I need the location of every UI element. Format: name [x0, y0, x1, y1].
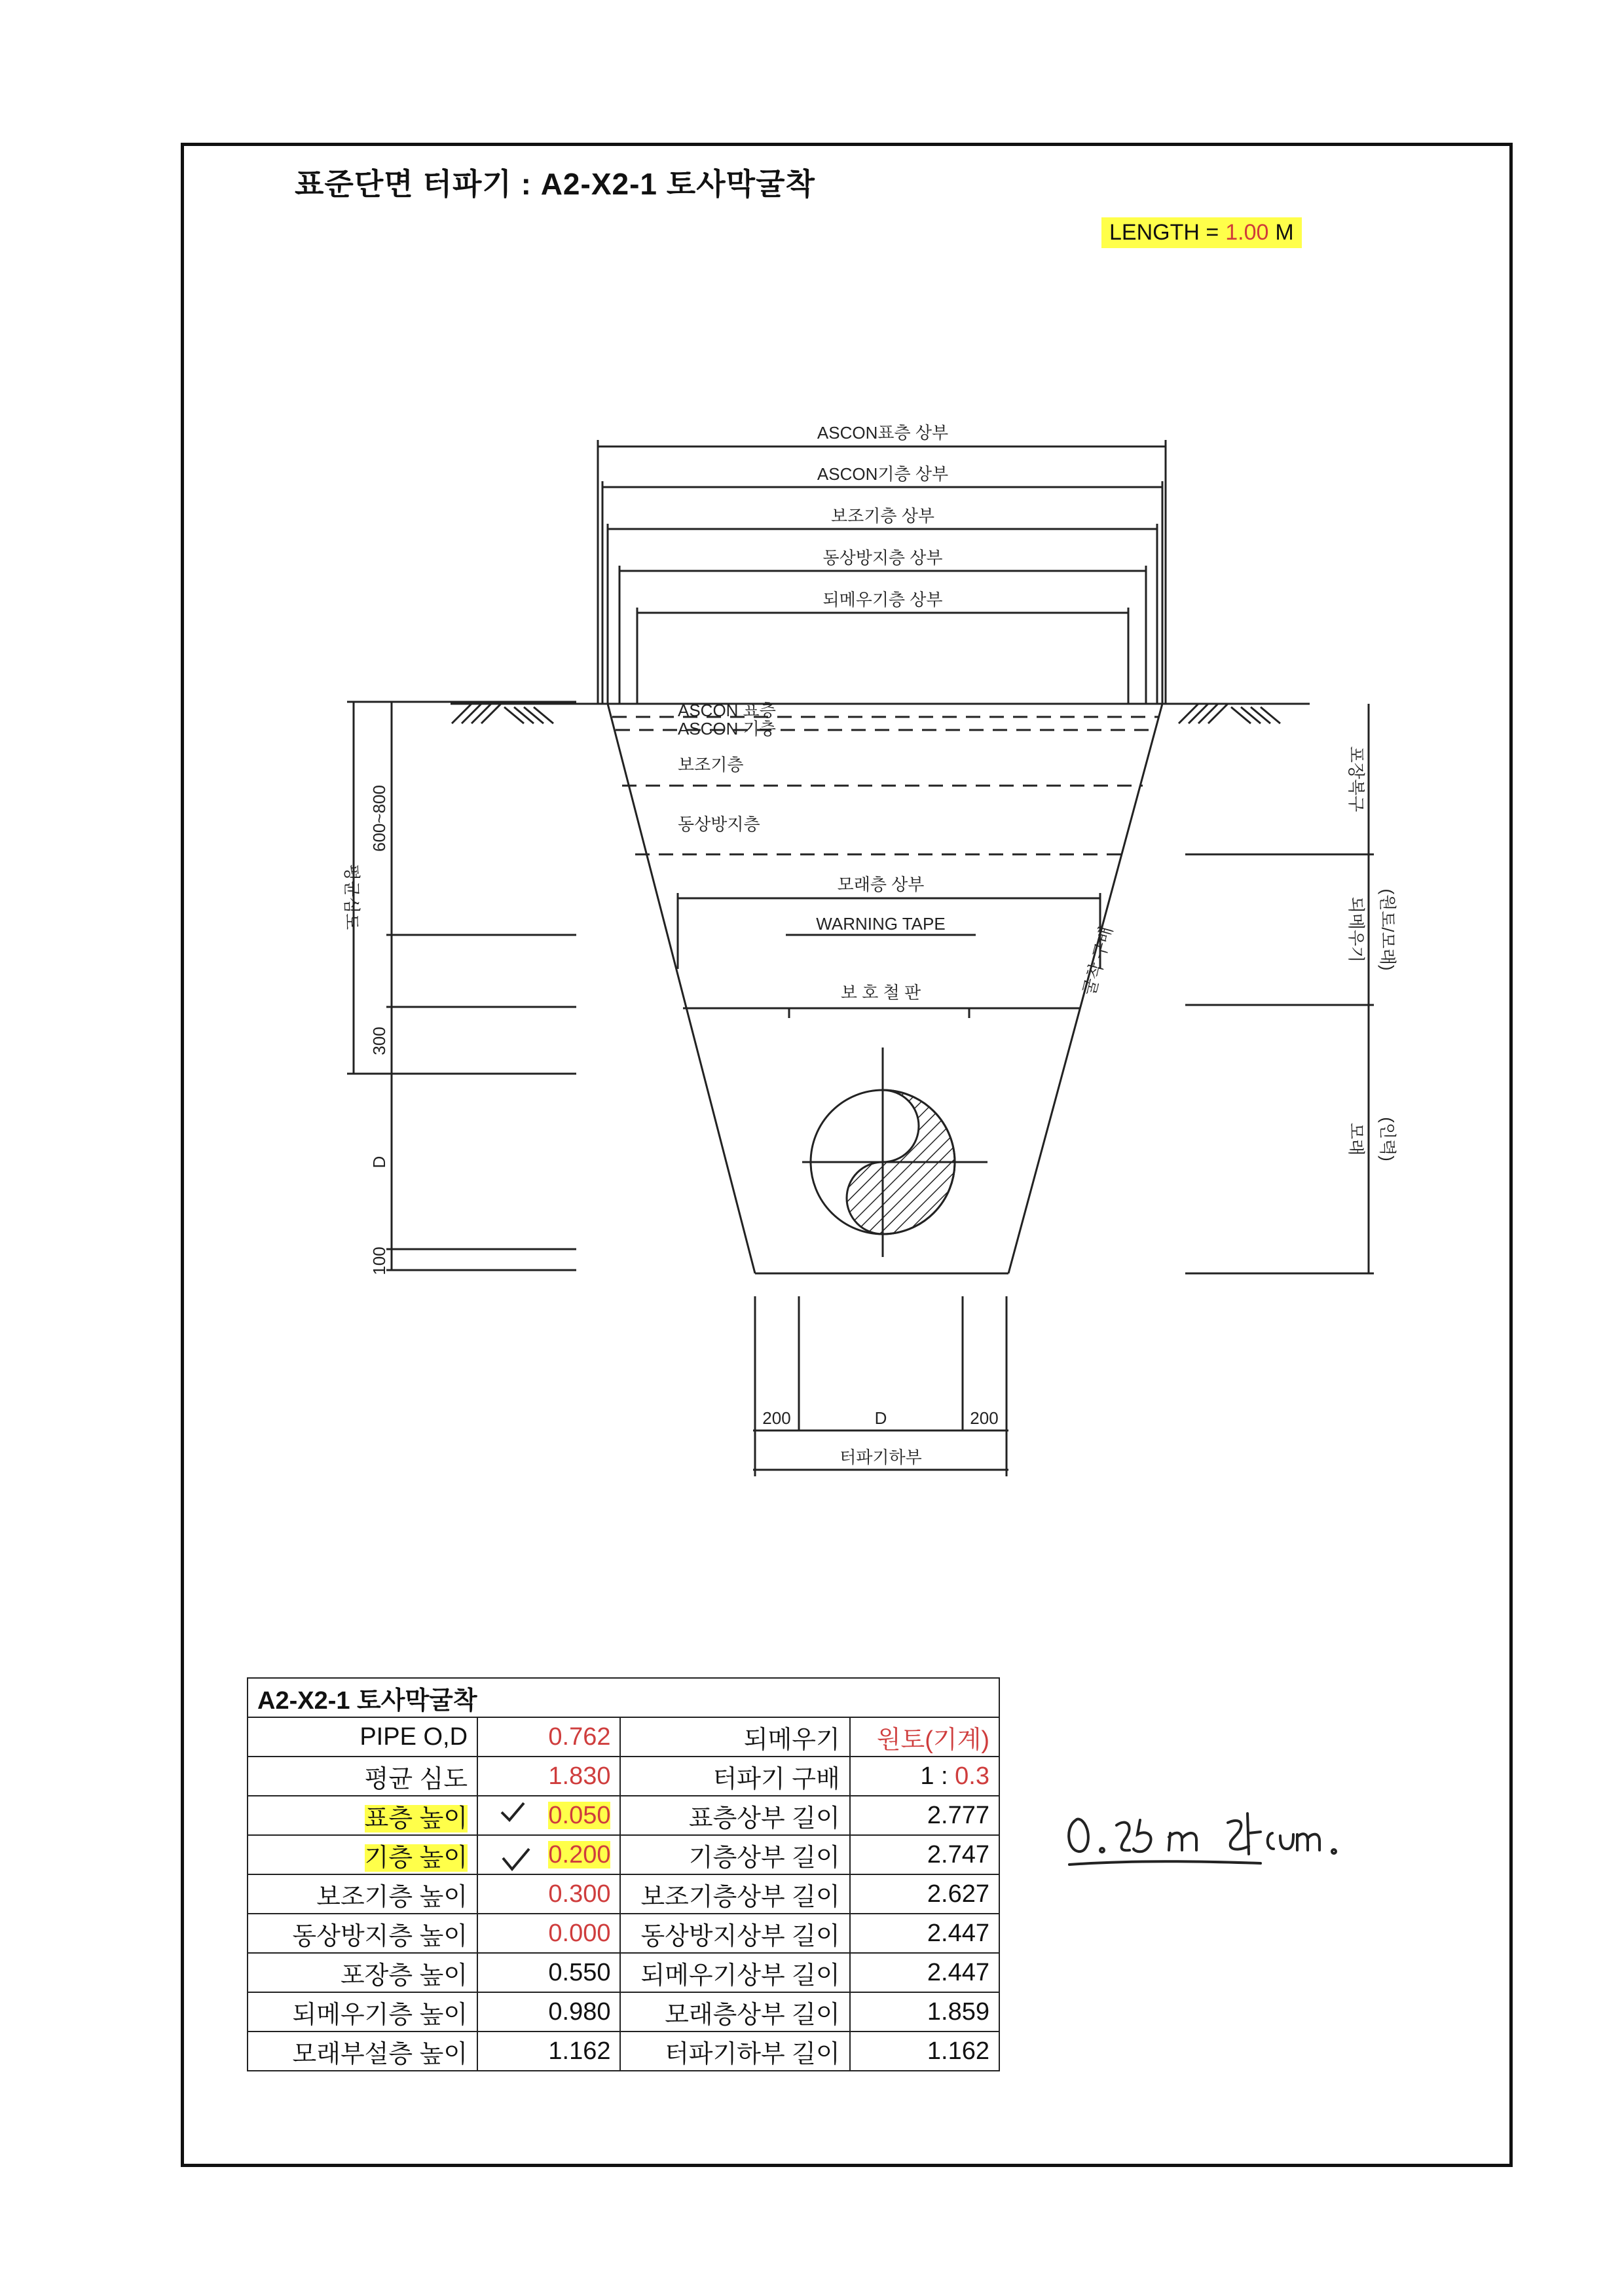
dim-label-subbase-top: 보조기층 상부 — [831, 506, 934, 526]
layer-frost-protection: 동상방지층 — [678, 814, 760, 834]
row-label: PIPE O,D — [248, 1717, 477, 1757]
check-mark-icon — [502, 1803, 524, 1820]
row-label — [248, 1835, 477, 1874]
row-label-2: 되메우기상부 길이 — [620, 1953, 849, 1992]
avg-depth-label: 평균심도 — [342, 864, 361, 930]
backfill-sub-label: (원토/모래) — [1378, 888, 1397, 971]
row-value: 1.162 — [477, 2032, 620, 2071]
handwritten-note — [1064, 1794, 1470, 1872]
row-label — [248, 1796, 477, 1835]
backfill-label: 되메우기 — [1346, 896, 1366, 963]
row-label-2: 표층상부 길이 — [620, 1796, 849, 1835]
dim-label-backfill-top: 되메우기층 상부 — [822, 590, 943, 610]
bottom-dim-right: 200 — [970, 1408, 999, 1428]
row-label-2: 터파기 구배 — [620, 1757, 849, 1796]
highlighted-value: 0.050 — [548, 1801, 611, 1829]
highlighted-value: 0.200 — [548, 1840, 611, 1868]
row-value-2: 1.162 — [850, 2032, 999, 2071]
table-row — [248, 1992, 999, 2032]
row-label: 모래부설층 높이 — [248, 2032, 477, 2071]
row-value-2: 2.447 — [850, 1953, 999, 1992]
row-value: 0.980 — [477, 1992, 620, 2032]
protection-plate-label: 보 호 철 판 — [840, 983, 921, 1002]
check-marks — [498, 1794, 544, 1879]
row-value: 0.300 — [477, 1874, 620, 1914]
sand-label: 모래 — [1346, 1122, 1366, 1156]
layer-subbase: 보조기층 — [678, 755, 744, 774]
row-label: 동상방지층 높이 — [248, 1914, 477, 1953]
dim-label-ascon-base-top: ASCON기층 상부 — [817, 464, 949, 484]
sand-top-label: 모래층 상부 — [837, 875, 925, 894]
sand-sub-label: (인력) — [1378, 1117, 1397, 1161]
row-label-2: 보조기층상부 길이 — [620, 1874, 849, 1914]
table-row — [248, 1717, 999, 1757]
check-mark-icon — [503, 1849, 529, 1869]
length-value: 1.00 — [1225, 220, 1269, 245]
warning-tape-label: WARNING TAPE — [816, 914, 946, 934]
row-value: 0.000 — [477, 1914, 620, 1953]
row-label-2: 되메우기 — [620, 1717, 849, 1757]
row-value-2: 2.747 — [850, 1835, 999, 1874]
slope-ratio-prefix: 1 : — [920, 1762, 955, 1790]
row-value-2 — [850, 1757, 999, 1796]
row-label-2: 동상방지상부 길이 — [620, 1914, 849, 1953]
row-value-2: 2.777 — [850, 1796, 999, 1835]
excavation-slope-label: 굴착 구배 — [1079, 924, 1116, 998]
table-row — [248, 1914, 999, 1953]
table-row — [248, 1796, 999, 1835]
table-row — [248, 1835, 999, 1874]
row-label-2: 모래층상부 길이 — [620, 1992, 849, 2032]
dim-100: 100 — [369, 1247, 389, 1275]
row-value-2: 2.627 — [850, 1874, 999, 1914]
table-row — [248, 2032, 999, 2071]
dim-label-ascon-surface-top: ASCON표층 상부 — [817, 423, 949, 443]
table-row — [248, 1953, 999, 1992]
pavement-restore-label: 포장복구 — [1346, 746, 1366, 812]
highlighted-label: 기층 높이 — [364, 1844, 468, 1872]
bottom-dim-d: D — [874, 1408, 887, 1428]
row-value-2: 원토(기계) — [850, 1717, 999, 1757]
row-value: 1.830 — [477, 1757, 620, 1796]
dim-d: D — [369, 1156, 389, 1169]
row-label: 되메우기층 높이 — [248, 1992, 477, 2032]
row-label-2: 기층상부 길이 — [620, 1835, 849, 1874]
table-row — [248, 1757, 999, 1796]
row-value-2: 2.447 — [850, 1914, 999, 1953]
dim-label-frost-top: 동상방지층 상부 — [822, 548, 943, 568]
row-label: 평균 심도 — [248, 1757, 477, 1796]
table-heading: A2-X2-1 토사막굴착 — [248, 1678, 999, 1717]
length-prefix: LENGTH = — [1109, 220, 1219, 245]
table-row — [248, 1874, 999, 1914]
row-label: 포장층 높이 — [248, 1953, 477, 1992]
row-value-2: 1.859 — [850, 1992, 999, 2032]
row-label-2: 터파기하부 길이 — [620, 2032, 849, 2071]
highlighted-label: 표층 높이 — [364, 1804, 468, 1832]
slope-ratio-value: 0.3 — [955, 1762, 989, 1790]
dim-300: 300 — [369, 1027, 389, 1055]
row-value: 0.550 — [477, 1953, 620, 1992]
layer-ascon-surface: ASCON 표층 — [678, 701, 776, 720]
row-label: 보조기층 높이 — [248, 1874, 477, 1914]
bottom-dim-left: 200 — [762, 1408, 791, 1428]
excavation-bottom-label: 터파기하부 — [840, 1448, 922, 1467]
table-header-row — [248, 1678, 999, 1717]
spec-table — [247, 1677, 1000, 2071]
page-title: 표준단면 터파기 : A2-X2-1 토사막굴착 — [295, 167, 815, 201]
dim-600-800: 600~800 — [369, 785, 389, 852]
layer-ascon-base: ASCON 기층 — [678, 719, 776, 738]
row-value: 0.762 — [477, 1717, 620, 1757]
length-unit: M — [1275, 220, 1294, 245]
